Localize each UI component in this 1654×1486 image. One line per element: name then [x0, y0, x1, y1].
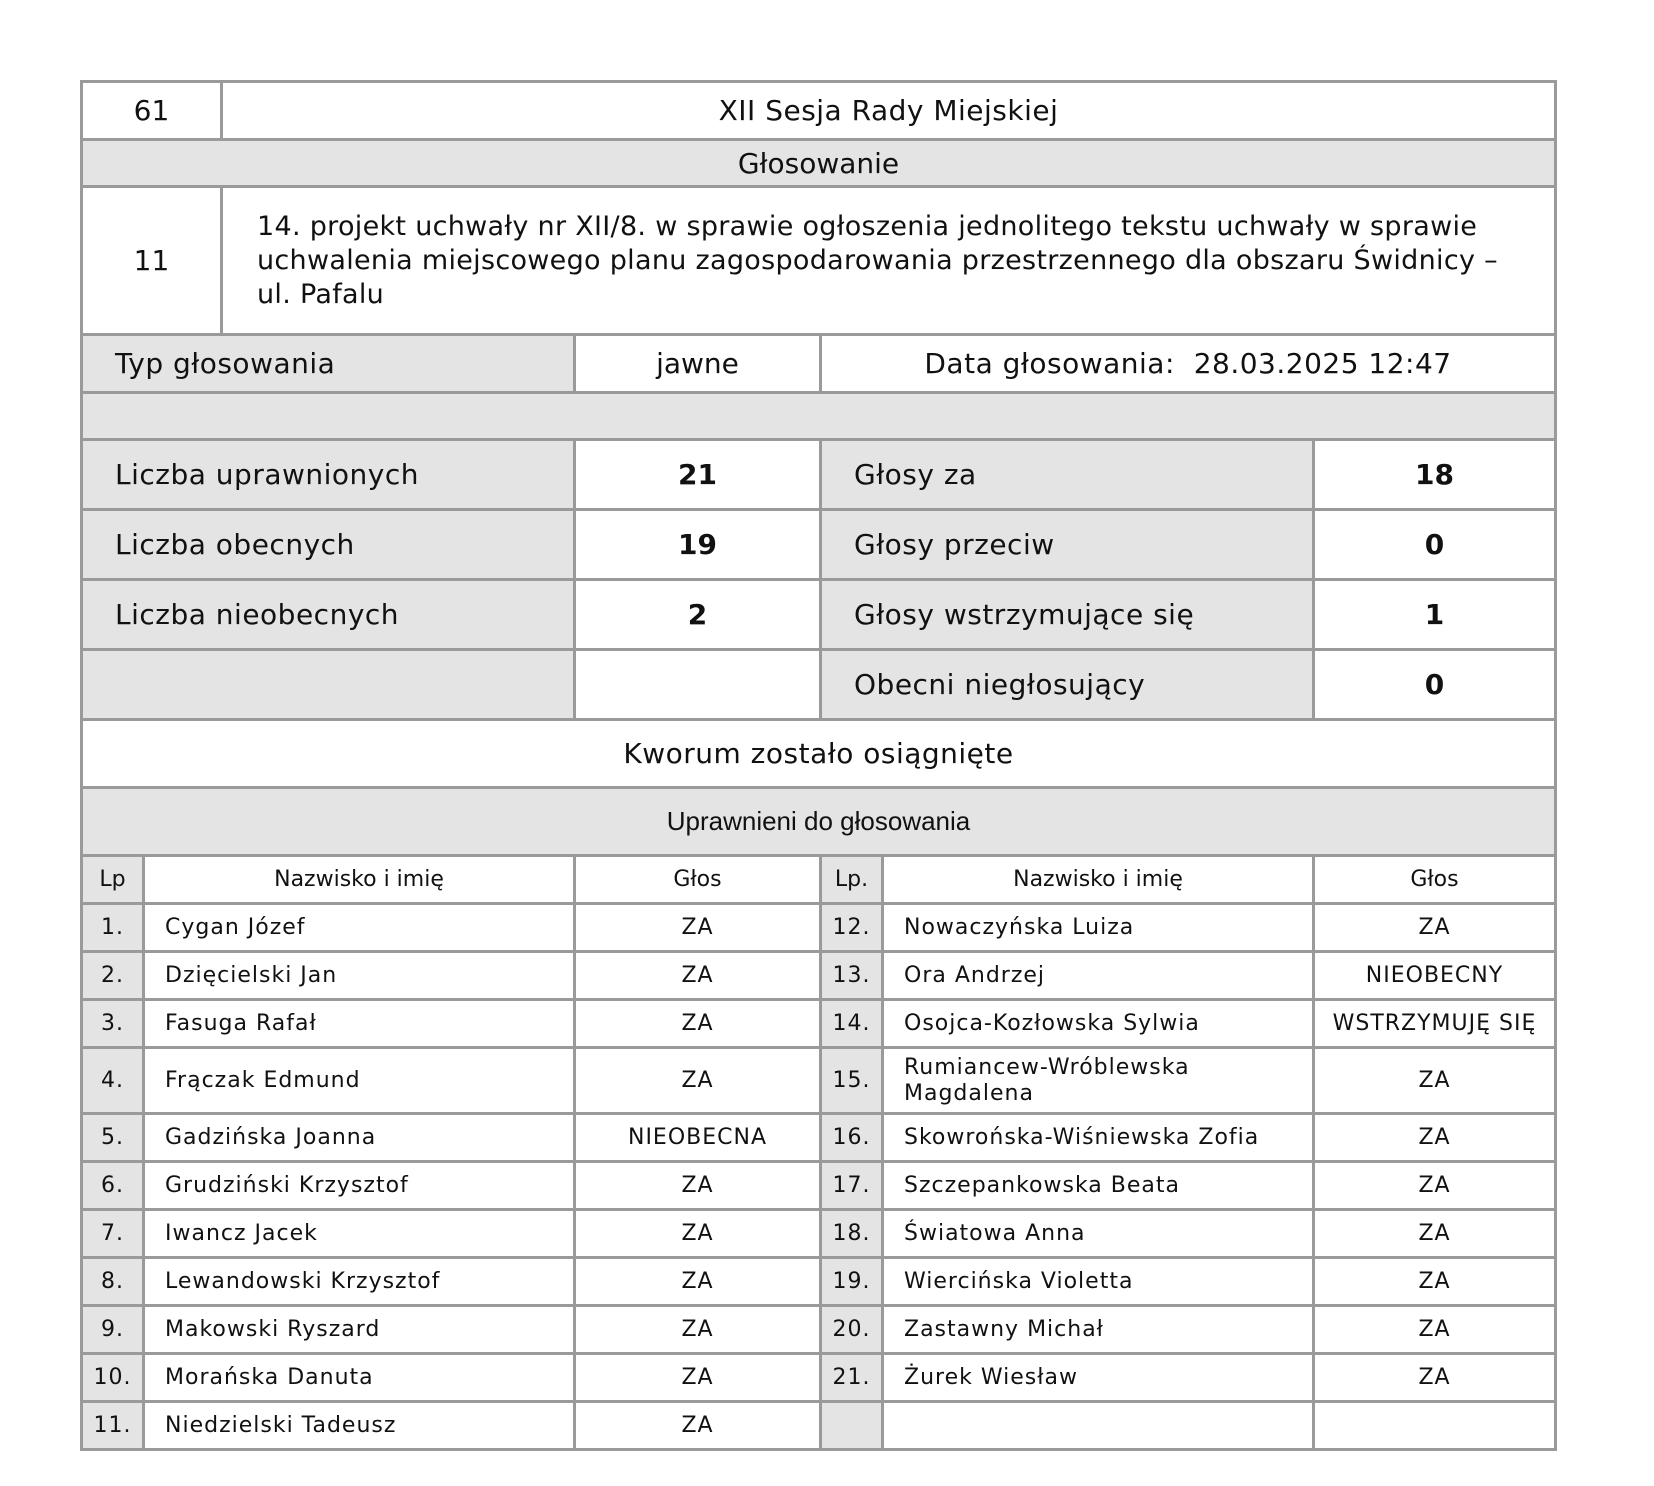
- lp-cell: 21.: [821, 1354, 883, 1402]
- voter-name: Morańska Danuta: [144, 1354, 575, 1402]
- table-row: [82, 1258, 1556, 1306]
- voter-vote: ZA: [575, 1000, 821, 1048]
- voter-name: Wiercińska Violetta: [883, 1258, 1314, 1306]
- votes-against-label: Głosy przeciw: [821, 510, 1314, 580]
- lp-cell: 2.: [82, 952, 144, 1000]
- voter-vote: NIEOBECNY: [1314, 952, 1556, 1000]
- table-row: [82, 904, 1556, 952]
- voters-header-row: [82, 856, 1556, 904]
- voter-name: Rumiancew-Wróblewska Magdalena: [883, 1048, 1314, 1114]
- lp-cell: 20.: [821, 1306, 883, 1354]
- voter-name: Żurek Wiesław: [883, 1354, 1314, 1402]
- voter-vote: ZA: [1314, 1354, 1556, 1402]
- section-header: [80, 138, 1557, 188]
- voter-vote: ZA: [575, 1210, 821, 1258]
- voter-name: Iwancz Jacek: [144, 1210, 575, 1258]
- voter-name: Skowrońska-Wiśniewska Zofia: [883, 1114, 1314, 1162]
- vote-type-value: jawne: [575, 335, 821, 393]
- table-row: [82, 952, 1556, 1000]
- item-row: [80, 185, 1557, 336]
- voter-vote: ZA: [575, 1354, 821, 1402]
- voter-name: Zastawny Michał: [883, 1306, 1314, 1354]
- vote-type-label: Typ głosowania: [82, 335, 575, 393]
- item-number: 11: [82, 187, 222, 335]
- empty-label-cell: [82, 650, 575, 720]
- empty-value-cell: [575, 650, 821, 720]
- lp-cell: 11.: [82, 1402, 144, 1450]
- voter-name: Frączak Edmund: [144, 1048, 575, 1114]
- col-vote-right: Głos: [1314, 856, 1556, 904]
- vote-date-value: 28.03.2025 12:47: [1193, 347, 1452, 380]
- voter-vote: ZA: [1314, 1048, 1556, 1114]
- col-lp-left: Lp: [82, 856, 144, 904]
- spacer-cell: [82, 393, 1556, 440]
- col-name-left: Nazwisko i imię: [144, 856, 575, 904]
- table-row: [82, 1354, 1556, 1402]
- table-row: [82, 1114, 1556, 1162]
- voter-vote: NIEOBECNA: [575, 1114, 821, 1162]
- table-row: [82, 1402, 1556, 1450]
- voter-vote: ZA: [575, 1306, 821, 1354]
- eligible-value: 21: [575, 440, 821, 510]
- voter-vote: ZA: [575, 1048, 821, 1114]
- votes-abstain-label: Głosy wstrzymujące się: [821, 580, 1314, 650]
- session-number: 61: [82, 82, 222, 140]
- col-lp-right: Lp.: [821, 856, 883, 904]
- voter-vote: ZA: [575, 1258, 821, 1306]
- quorum-text: Kworum zostało osiągnięte: [82, 720, 1556, 788]
- nonvoting-value: 0: [1314, 650, 1556, 720]
- votes-for-label: Głosy za: [821, 440, 1314, 510]
- table-row: [82, 1306, 1556, 1354]
- voter-name: Cygan Józef: [144, 904, 575, 952]
- session-title: XII Sesja Rady Miejskiej: [222, 82, 1556, 140]
- voter-vote: ZA: [575, 952, 821, 1000]
- vote-date: [821, 335, 1556, 393]
- voter-vote: ZA: [1314, 1258, 1556, 1306]
- voter-vote: ZA: [1314, 904, 1556, 952]
- voter-vote: ZA: [1314, 1210, 1556, 1258]
- vote-info: [80, 333, 1557, 394]
- voter-vote: ZA: [1314, 1114, 1556, 1162]
- lp-cell: 17.: [821, 1162, 883, 1210]
- voter-name: Grudziński Krzysztof: [144, 1162, 575, 1210]
- voter-vote: WSTRZYMUJĘ SIĘ: [1314, 1000, 1556, 1048]
- lp-cell: 15.: [821, 1048, 883, 1114]
- vote-date-label: Data głosowania:: [924, 347, 1175, 380]
- votes-for-value: 18: [1314, 440, 1556, 510]
- voter-name: Światowa Anna: [883, 1210, 1314, 1258]
- voters-table: [80, 854, 1557, 1451]
- voter-name: Nowaczyńska Luiza: [883, 904, 1314, 952]
- table-row: [82, 1000, 1556, 1048]
- lp-cell: 13.: [821, 952, 883, 1000]
- absent-label: Liczba nieobecnych: [82, 580, 575, 650]
- lp-cell: 10.: [82, 1354, 144, 1402]
- voter-name: Lewandowski Krzysztof: [144, 1258, 575, 1306]
- voter-vote: ZA: [1314, 1162, 1556, 1210]
- voter-name: Fasuga Rafał: [144, 1000, 575, 1048]
- present-label: Liczba obecnych: [82, 510, 575, 580]
- votes-against-value: 0: [1314, 510, 1556, 580]
- nonvoting-label: Obecni niegłosujący: [821, 650, 1314, 720]
- voters-title: Uprawnieni do głosowania: [82, 788, 1556, 856]
- lp-cell: 8.: [82, 1258, 144, 1306]
- spacer-row: [80, 391, 1557, 441]
- lp-cell: 16.: [821, 1114, 883, 1162]
- stats-table: [80, 438, 1557, 721]
- lp-cell: 7.: [82, 1210, 144, 1258]
- lp-cell: 5.: [82, 1114, 144, 1162]
- lp-cell: 12.: [821, 904, 883, 952]
- col-vote-left: Głos: [575, 856, 821, 904]
- voter-vote: [1314, 1402, 1556, 1450]
- lp-cell: 1.: [82, 904, 144, 952]
- present-value: 19: [575, 510, 821, 580]
- lp-cell: 9.: [82, 1306, 144, 1354]
- lp-cell: 4.: [82, 1048, 144, 1114]
- col-name-right: Nazwisko i imię: [883, 856, 1314, 904]
- voter-name: Osojca-Kozłowska Sylwia: [883, 1000, 1314, 1048]
- table-row: [82, 1210, 1556, 1258]
- eligible-label: Liczba uprawnionych: [82, 440, 575, 510]
- lp-cell: 18.: [821, 1210, 883, 1258]
- voter-name: Makowski Ryszard: [144, 1306, 575, 1354]
- voter-vote: ZA: [575, 1402, 821, 1450]
- section-title: Głosowanie: [82, 140, 1556, 187]
- voters-title-row: [80, 786, 1557, 857]
- lp-cell: 19.: [821, 1258, 883, 1306]
- table-row: [82, 1048, 1556, 1114]
- item-subject: 14. projekt uchwały nr XII/8. w sprawie ogłoszenia jednolitego tekstu uchwały w sprawie uchwalenia miejscowego planu zagospodarowania przestrzennego dla obszaru Świdnicy – ul. Pafalu: [222, 187, 1556, 335]
- session-header: [80, 80, 1557, 141]
- voting-report: [80, 80, 1557, 1451]
- voter-name: Niedzielski Tadeusz: [144, 1402, 575, 1450]
- voter-name: Szczepankowska Beata: [883, 1162, 1314, 1210]
- voter-name: Gadzińska Joanna: [144, 1114, 575, 1162]
- voter-name: Dzięcielski Jan: [144, 952, 575, 1000]
- voter-name: [883, 1402, 1314, 1450]
- voter-vote: ZA: [575, 1162, 821, 1210]
- quorum-row: [80, 718, 1557, 789]
- voter-name: Ora Andrzej: [883, 952, 1314, 1000]
- table-row: [82, 1162, 1556, 1210]
- lp-cell: 3.: [82, 1000, 144, 1048]
- votes-abstain-value: 1: [1314, 580, 1556, 650]
- absent-value: 2: [575, 580, 821, 650]
- voter-vote: ZA: [575, 904, 821, 952]
- lp-cell: [821, 1402, 883, 1450]
- lp-cell: 6.: [82, 1162, 144, 1210]
- voter-vote: ZA: [1314, 1306, 1556, 1354]
- lp-cell: 14.: [821, 1000, 883, 1048]
